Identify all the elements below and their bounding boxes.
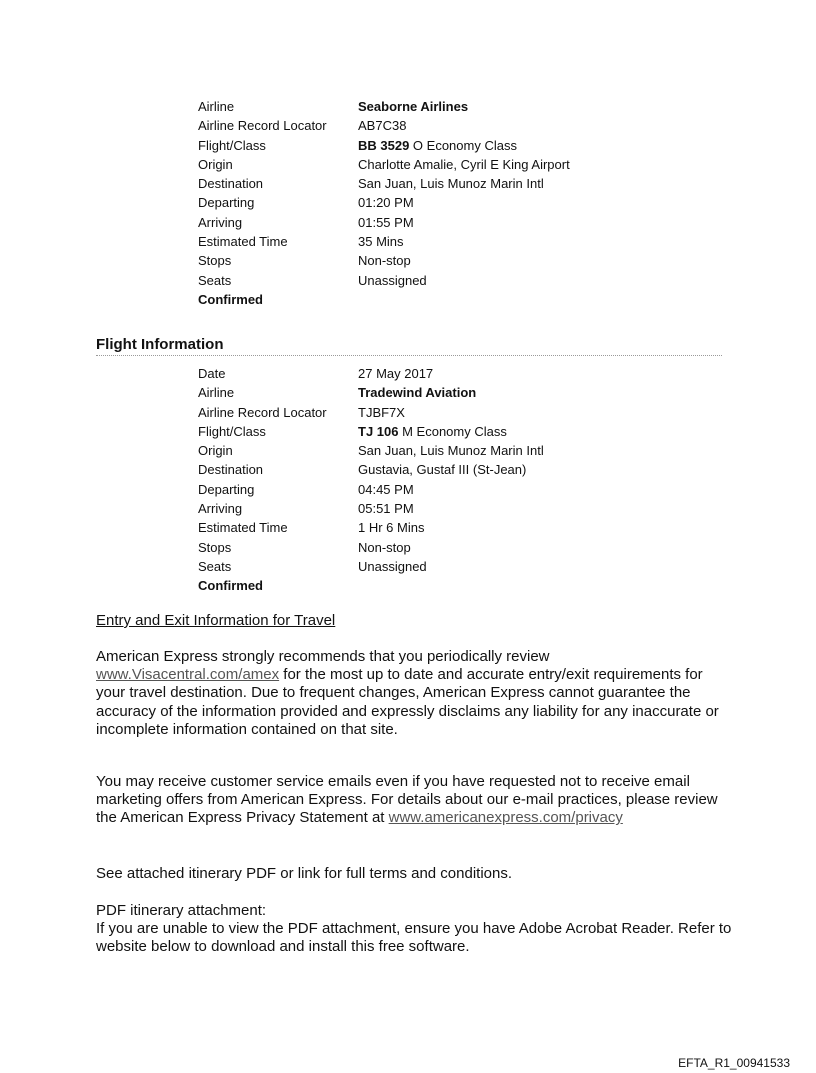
row-label: Destination bbox=[198, 462, 264, 478]
terms-paragraph: See attached itinerary PDF or link for full terms and conditions. bbox=[96, 865, 513, 882]
segment-row bbox=[198, 383, 658, 402]
segment-row bbox=[198, 232, 658, 251]
row-value: 1 Hr 6 Mins bbox=[358, 520, 425, 536]
row-label: Departing bbox=[198, 195, 255, 211]
row-value: TJBF7X bbox=[358, 404, 405, 420]
segment-row bbox=[198, 174, 658, 193]
pdf-attachment-text: If you are unable to view the PDF attachment, ensure you have Adobe Acrobat Reader. Refer to website below to download and install this free software. bbox=[96, 920, 732, 956]
segment-row bbox=[198, 193, 658, 212]
row-label: Seats bbox=[198, 272, 232, 288]
row-value: Seaborne Airlines bbox=[358, 99, 469, 114]
row-label: Departing bbox=[198, 481, 255, 497]
row-label: Stops bbox=[198, 539, 232, 555]
row-label: Airline Record Locator bbox=[198, 118, 327, 134]
segment-row bbox=[198, 97, 658, 116]
section-title-flight-information: Flight Information bbox=[96, 336, 722, 356]
booking-status: Confirmed bbox=[198, 578, 263, 594]
row-label: Stops bbox=[198, 253, 232, 269]
email-practices-paragraph: You may receive customer service emails even if you have requested not to receive email marketing offers from American Express. For details about our e-mail practices, please review the American Express Privacy Statement at www.americanexpress.com/privacy bbox=[96, 773, 718, 827]
row-value: Unassigned bbox=[358, 272, 427, 288]
row-value: Gustavia, Gustaf III (St-Jean) bbox=[358, 462, 527, 478]
segment-row bbox=[198, 460, 658, 479]
privacy-link[interactable]: www.americanexpress.com/privacy bbox=[388, 809, 623, 827]
row-label: Origin bbox=[198, 443, 233, 459]
row-value: Unassigned bbox=[358, 558, 427, 574]
segment-row bbox=[198, 403, 658, 422]
row-value: TJ 106 M Economy Class bbox=[358, 423, 507, 439]
document-id: EFTA_R1_00941533 bbox=[678, 1056, 790, 1070]
segment-row bbox=[198, 155, 658, 174]
row-value: 27 May 2017 bbox=[358, 366, 434, 381]
segment-row bbox=[198, 480, 658, 499]
flight-segment-1 bbox=[198, 97, 658, 309]
row-label: Date bbox=[198, 366, 226, 381]
row-value: San Juan, Luis Munoz Marin Intl bbox=[358, 176, 544, 192]
row-label: Estimated Time bbox=[198, 234, 288, 250]
row-label: Airline bbox=[198, 99, 235, 114]
segment-row bbox=[198, 136, 658, 155]
segment-row bbox=[198, 271, 658, 290]
row-label: Arriving bbox=[198, 214, 243, 230]
visacentral-link[interactable]: www.Visacentral.com/amex bbox=[96, 666, 280, 684]
row-value: Charlotte Amalie, Cyril E King Airport bbox=[358, 156, 570, 172]
visa-advice-paragraph: American Express strongly recommends that you periodically review www.Visacentral.com/amex for the most up to date and accurate entry/exit requirements for your travel destination. Due to frequent changes, American Express cannot guarantee the accuracy of the information provided and expressly disclaims any liability for any inaccurate or incomplete information contained on that site. bbox=[96, 648, 719, 738]
segment-row bbox=[198, 441, 658, 460]
segment-row bbox=[198, 538, 658, 557]
row-label: Flight/Class bbox=[198, 137, 266, 153]
segment-status-row bbox=[198, 576, 658, 595]
row-value: 01:55 PM bbox=[358, 214, 414, 230]
row-value: 04:45 PM bbox=[358, 481, 414, 497]
row-value: 01:20 PM bbox=[358, 195, 414, 211]
row-label: Airline bbox=[198, 385, 235, 401]
segment-row bbox=[198, 422, 658, 441]
row-value: 05:51 PM bbox=[358, 501, 414, 517]
row-value: Non-stop bbox=[358, 539, 411, 555]
row-value: BB 3529 O Economy Class bbox=[358, 137, 517, 153]
entry-exit-heading: Entry and Exit Information for Travel bbox=[96, 612, 336, 629]
flight-segment-2 bbox=[198, 364, 658, 596]
pdf-attachment-label: PDF itinerary attachment: bbox=[96, 902, 267, 919]
segment-row bbox=[198, 364, 658, 383]
segment-status-row bbox=[198, 290, 658, 309]
segment-row bbox=[198, 251, 658, 270]
segment-row bbox=[198, 116, 658, 135]
row-value: San Juan, Luis Munoz Marin Intl bbox=[358, 443, 544, 459]
row-label: Airline Record Locator bbox=[198, 404, 327, 420]
segment-row bbox=[198, 557, 658, 576]
row-label: Estimated Time bbox=[198, 520, 288, 536]
row-label: Origin bbox=[198, 156, 233, 172]
pdf-attachment-paragraph bbox=[96, 902, 736, 957]
row-label: Flight/Class bbox=[198, 423, 266, 439]
row-value: Tradewind Aviation bbox=[358, 385, 477, 401]
segment-row bbox=[198, 518, 658, 537]
row-value: Non-stop bbox=[358, 253, 411, 269]
row-label: Destination bbox=[198, 176, 264, 192]
booking-status: Confirmed bbox=[198, 291, 263, 307]
segment-row bbox=[198, 499, 658, 518]
row-value: 35 Mins bbox=[358, 234, 404, 250]
row-value: AB7C38 bbox=[358, 118, 407, 134]
segment-row bbox=[198, 213, 658, 232]
row-label: Arriving bbox=[198, 501, 243, 517]
row-label: Seats bbox=[198, 558, 232, 574]
